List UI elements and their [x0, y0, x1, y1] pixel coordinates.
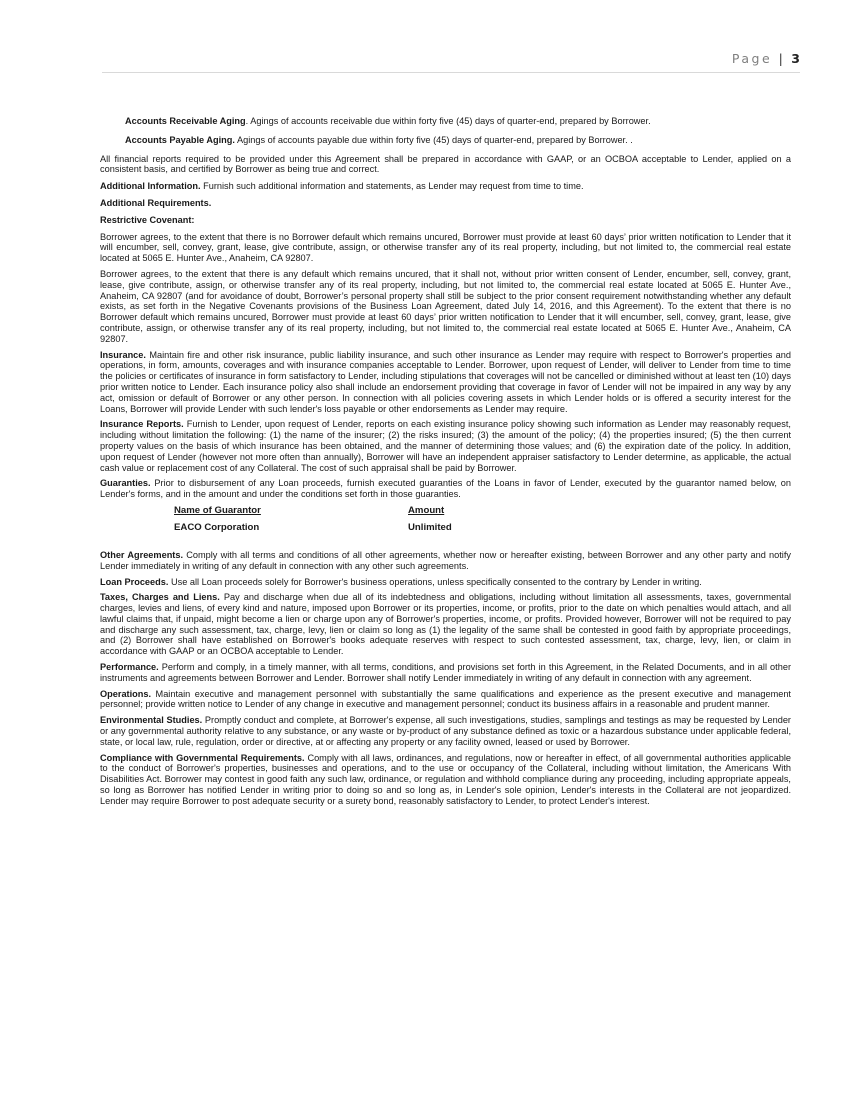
other-agreements-title: Other Agreements. — [100, 549, 184, 560]
financial-reports-paragraph: All financial reports required to be provided under this Agreement shall be prepared in accordance with GAAP, or an OCBOA acceptable to Lender, applied on a consistent basis, and certified by Borrower as being true and correct. — [100, 153, 791, 175]
operations-paragraph — [100, 689, 791, 711]
covenant-paragraph-1: Borrower agrees, to the extent that there is no Borrower default which remains uncured, Borrower must provide at least 60 days’ prior written notification to Lender that it will encumber, sell, convey, grant, lease, give contribute, assign, or otherwise transfer any of its real property, including, but not limited to, the commercial real estate located at 5065 E. Hunter Ave., Anaheim, CA 92807. — [100, 231, 791, 264]
loan-proceeds-title: Loan Proceeds. — [100, 576, 169, 587]
insurance-reports-title: Insurance Reports. — [100, 419, 184, 430]
performance-paragraph — [100, 662, 791, 684]
insurance-paragraph — [100, 350, 791, 415]
environmental-title: Environmental Studies. — [100, 715, 203, 726]
taxes-paragraph — [100, 592, 791, 657]
guarantor-name: EACO Corporation — [174, 521, 260, 533]
operations-title: Operations. — [100, 688, 152, 699]
ar-aging-text: . Agings of accounts receivable due within forty five (45) days of quarter-end, prepared by Borrower. — [245, 116, 651, 126]
restrictive-covenant-heading: Restrictive Covenant: — [100, 214, 195, 225]
insurance-reports-paragraph — [100, 419, 791, 473]
environmental-paragraph — [100, 715, 791, 747]
other-agreements-paragraph — [100, 550, 791, 572]
other-agreements-text: Comply with all terms and conditions of all other agreements, whether now or hereafter existing, between Borrower and any other party and notify Lender immediately in writing of any default in connection with any other such agreements. — [100, 549, 791, 571]
insurance-reports-text: Furnish to Lender, upon request of Lender, reports on each existing insurance policy showing such information as Lender may reasonably request, including without limitation the following: (1) the name of the insurer; (2) the risks insured; (3) the amount of the policy; (4) the properties insured; (5) the then current property values on the basis of which insurance has been obtained, and the manner of determining those values; and (6) the expiration date of the policy. In addition, upon request of Lender (however not more often than annually), Borrower will have an independent appraiser satisfactory to Lender determine, as applicable, the actual cash value or replacement cost of any Collateral. The cost of such appraisal shall be paid by Borrower. — [100, 419, 791, 473]
page-label: Page — [731, 51, 773, 66]
insurance-title: Insurance. — [100, 349, 146, 360]
ap-aging-paragraph — [100, 135, 791, 146]
insurance-text: Maintain fire and other risk insurance, public liability insurance, and such other insurance as Lender may require with respect to Borrower's properties and operations, in form, amounts, coverages and with insurance companies acceptable to Lender. Borrower, upon request of Lender, will deliver to Lender from time to time the policies or certificates of insurance in form satisfactory to Lender, including stipulations that coverages will not be cancelled or diminished without at least ten (10) days prior written notice to Lender. Each insurance policy also shall include an endorsement providing that coverage in favor of Lender will not be impaired in any way by any act, omission or default of Borrower or any other person. In connection with all policies covering assets in which Lender holds or is offered a security interest for the Loans, Borrower will provide Lender with such lender's loss payable or other endorsements as Lender may require. — [100, 349, 791, 414]
compliance-text: Comply with all laws, ordinances, and regulations, now or hereafter in effect, of all governmental authorities applicable to the conduct of Borrower's properties, businesses and operations, and to the use or occupancy of the Collateral, including without limitation, the Americans With Disabilities Act. Borrower may contest in good faith any such law, ordinance, or regulation and withhold compliance during any proceeding, including appropriate appeals, so long as Borrower has notified Lender in writing prior to doing so and so long as, in Lender's sole opinion, Lender's interests in the Collateral are not jeopardized. Lender may require Borrower to post adequate security or a surety bond, reasonably satisfactory to Lender, to protect Lender's interest. — [100, 752, 792, 806]
compliance-paragraph — [100, 753, 791, 807]
loan-proceeds-paragraph — [100, 577, 791, 588]
page-separator: | — [778, 51, 783, 66]
ap-aging-title: Accounts Payable Aging. — [125, 134, 235, 145]
additional-info-paragraph — [100, 181, 791, 192]
table-row — [174, 523, 791, 540]
taxes-text: Pay and discharge when due all of its indebtedness and obligations, including without limitation all assessments, taxes, governmental charges, levies and liens, of every kind and nature, imposed upon Borrower or its properties, income, or profits, prior to the date on which penalties would attach, and all lawful claims that, if unpaid, might become a lien or charge upon any of Borrower's properties, income, or profits. Provided however, Borrower will not be required to pay and discharge any such assessment, tax, charge, levy, lien or claim so long as (1) the legality of the same shall be contested in good faith by appropriate proceedings, and (2) Borrower shall have established on Borrower's books adequate reserves with respect to such contested assessment, tax, charge, levy, lien, or claim in accordance with GAAP or an OCBOA acceptable to Lender. — [100, 592, 791, 657]
compliance-title: Compliance with Governmental Requirements. — [100, 752, 305, 763]
ar-aging-title: Accounts Receivable Aging — [125, 116, 246, 126]
performance-text: Perform and comply, in a timely manner, with all terms, conditions, and provisions set forth in this Agreement, in the Related Documents, and in all other instruments and agreements between Borrower and Lender. Borrower shall notify Lender immediately in writing of any default in connection with any agreement. — [100, 662, 791, 683]
guaranties-text: Prior to disbursement of any Loan proceeds, furnish executed guaranties of the Loans in favor of Lender, executed by the guarantor named below, on Lender's forms, and in the amount and under the conditions set forth in those guaranties. — [100, 478, 791, 500]
additional-requirements-heading: Additional Requirements. — [100, 197, 212, 208]
operations-text: Maintain executive and management personnel with substantially the same qualifications and experience as the present executive and management personnel; provide written notice to Lender of any change in executive and management personnel; conduct its business affairs in a reasonable and prudent manner. — [100, 688, 791, 710]
document-body — [100, 116, 791, 812]
guarantor-amount-header: Amount — [408, 504, 445, 516]
environmental-text: Promptly conduct and complete, at Borrower's expense, all such investigations, studies, samplings and testings as may be requested by Lender or any governmental authority relative to any substance, or any waste or by-product of any substance defined as toxic or a hazardous substance under applicable federal, state, or local law, rule, regulation, order or directive, at or affecting any property or any facility owned, leased or used by Borrower. — [100, 715, 791, 747]
loan-proceeds-text: Use all Loan proceeds solely for Borrower's business operations, unless specifically consented to the contrary by Lender in writing. — [168, 576, 702, 587]
guarantor-table-header — [174, 506, 791, 523]
page-header — [102, 50, 800, 73]
page-number: 3 — [791, 51, 800, 66]
additional-info-title: Additional Information. — [100, 181, 201, 192]
covenant-paragraph-2: Borrower agrees, to the extent that there is any default which remains uncured, that it shall not, without prior written consent of Lender, encumber, sell, convey, grant, lease, give contribute, assign, or otherwise transfer any of its real property, including, but not limited to, the commercial real estate located at 5065 E. Hunter Ave., Anaheim, CA 92807 (and for avoidance of doubt, Borrower’s personal property shall still be subject to the prior consent requirement notwithstanding whether any default exists, as set forth in the Negative Covenants provisions of the Business Loan Agreement, dated July 14, 2016, and this Agreement). To the extent that there is no Borrower default which remains uncured, Borrower must provide at least 60 days’ prior written notification to Lender that it will encumber, sell, convey, grant, lease, give contribute, assign, or otherwise transfer any of its real property, including, but not limited to, the commercial real estate located at 5065 E. Hunter Ave., Anaheim, CA 92807. — [100, 268, 791, 344]
guaranties-title: Guaranties. — [100, 478, 151, 489]
ap-aging-text: Agings of accounts payable due within forty five (45) days of quarter-end, prepared by Borrower. . — [234, 134, 633, 145]
performance-title: Performance. — [100, 662, 159, 673]
ar-aging-paragraph — [100, 116, 791, 127]
guarantor-amount: Unlimited — [408, 521, 452, 533]
guarantor-table — [174, 506, 791, 540]
additional-info-text: Furnish such additional information and statements, as Lender may request from time to time. — [200, 181, 584, 192]
guarantor-name-header: Name of Guarantor — [174, 504, 261, 516]
guaranties-paragraph — [100, 478, 791, 500]
taxes-title: Taxes, Charges and Liens. — [100, 592, 220, 603]
